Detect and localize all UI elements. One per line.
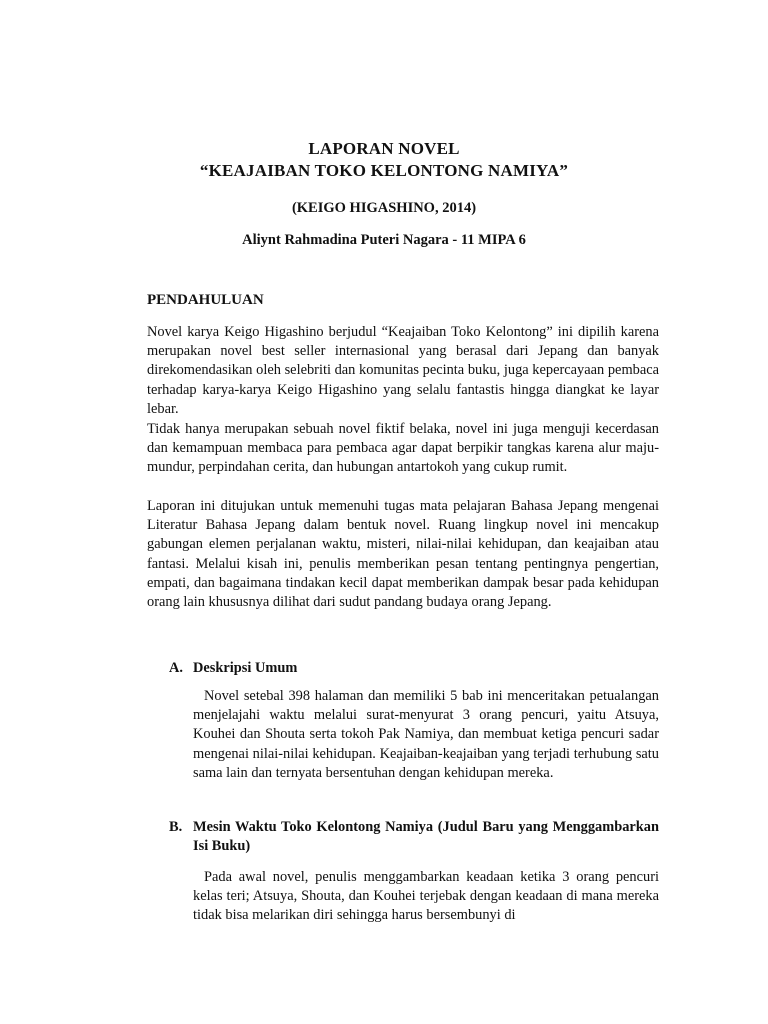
report-title: LAPORAN NOVEL <box>308 139 460 158</box>
intro-paragraph-1: Novel karya Keigo Higashino berjudul “Keajaiban Toko Kelontong” ini dipilih karena merupakan novel best seller internasional yang berasal dari Jepang dan banyak direkomendasikan oleh selebriti dan komunitas pecinta buku, juga kepercayaan pembaca terhadap karya-karya Keigo Higashino yang selalu fantastis hingga diangkat ke layar lebar. <box>147 324 659 417</box>
section-a-title: Deskripsi Umum <box>193 660 298 676</box>
section-b-title: Mesin Waktu Toko Kelontong Namiya (Judul Baru yang Menggambarkan Isi Buku) <box>193 819 659 855</box>
section-b-heading <box>169 818 659 858</box>
section-b-letter: B. <box>169 819 183 835</box>
section-a-letter: A. <box>169 660 183 676</box>
section-b-paragraph: Pada awal novel, penulis menggambarkan keadaan ketika 3 orang pencuri kelas teri; Atsuya, Shouta, dan Kouhei terjebak dengan keadaan di mana mereka tidak bisa melarikan diri sehingga harus bersembunyi di <box>193 869 659 924</box>
section-a-heading <box>169 659 659 679</box>
section-a-paragraph: Novel setebal 398 halaman dan memiliki 5 bab ini menceritakan petualangan menjelajahi waktu melalui surat-menyurat 3 orang pencuri, yaitu Atsuya, Kouhei dan Shouta serta tokoh Pak Namiya, dan membuat ketiga pencuri sadar mengenai nilai-nilai kehidupan. Keajaiban-keajaiban yang terjadi terhubung satu sama lain dan ternyata bersentuhan dengan kehidupan mereka. <box>193 688 659 781</box>
intro-paragraph-3: Laporan ini ditujukan untuk memenuhi tugas mata pelajaran Bahasa Jepang mengenai Literatur Bahasa Jepang dalam bentuk novel. Ruang lingkup novel ini mencakup gabungan elemen perjalanan waktu, misteri, nilai-nilai kehidupan, dan keajaiban atau fantasi. Melalui kisah ini, penulis memberikan pesan tentang pentingnya pengertian, empati, dan bagaimana tindakan kecil dapat memberikan dampak besar pada kehidupan orang lain khususnya dilihat dari sudut pandang budaya orang Jepang. <box>147 498 659 611</box>
intro-paragraph-2: Tidak hanya merupakan sebuah novel fiktif belaka, novel ini juga menguji kecerdasan dan kemampuan membaca para pembaca agar dapat berpikir tangkas karena alur maju-mundur, perpindahan cerita, dan hubungan antartokoh yang cukup rumit. <box>147 421 659 476</box>
student-name: Aliynt Rahmadina Puteri Nagara - 11 MIPA 6 <box>242 232 526 248</box>
author-year: (KEIGO HIGASHINO, 2014) <box>291 200 477 216</box>
section-heading-introduction: PENDAHULUAN <box>147 292 264 308</box>
novel-title: “KEAJAIBAN TOKO KELONTONG NAMIYA” <box>199 161 569 180</box>
